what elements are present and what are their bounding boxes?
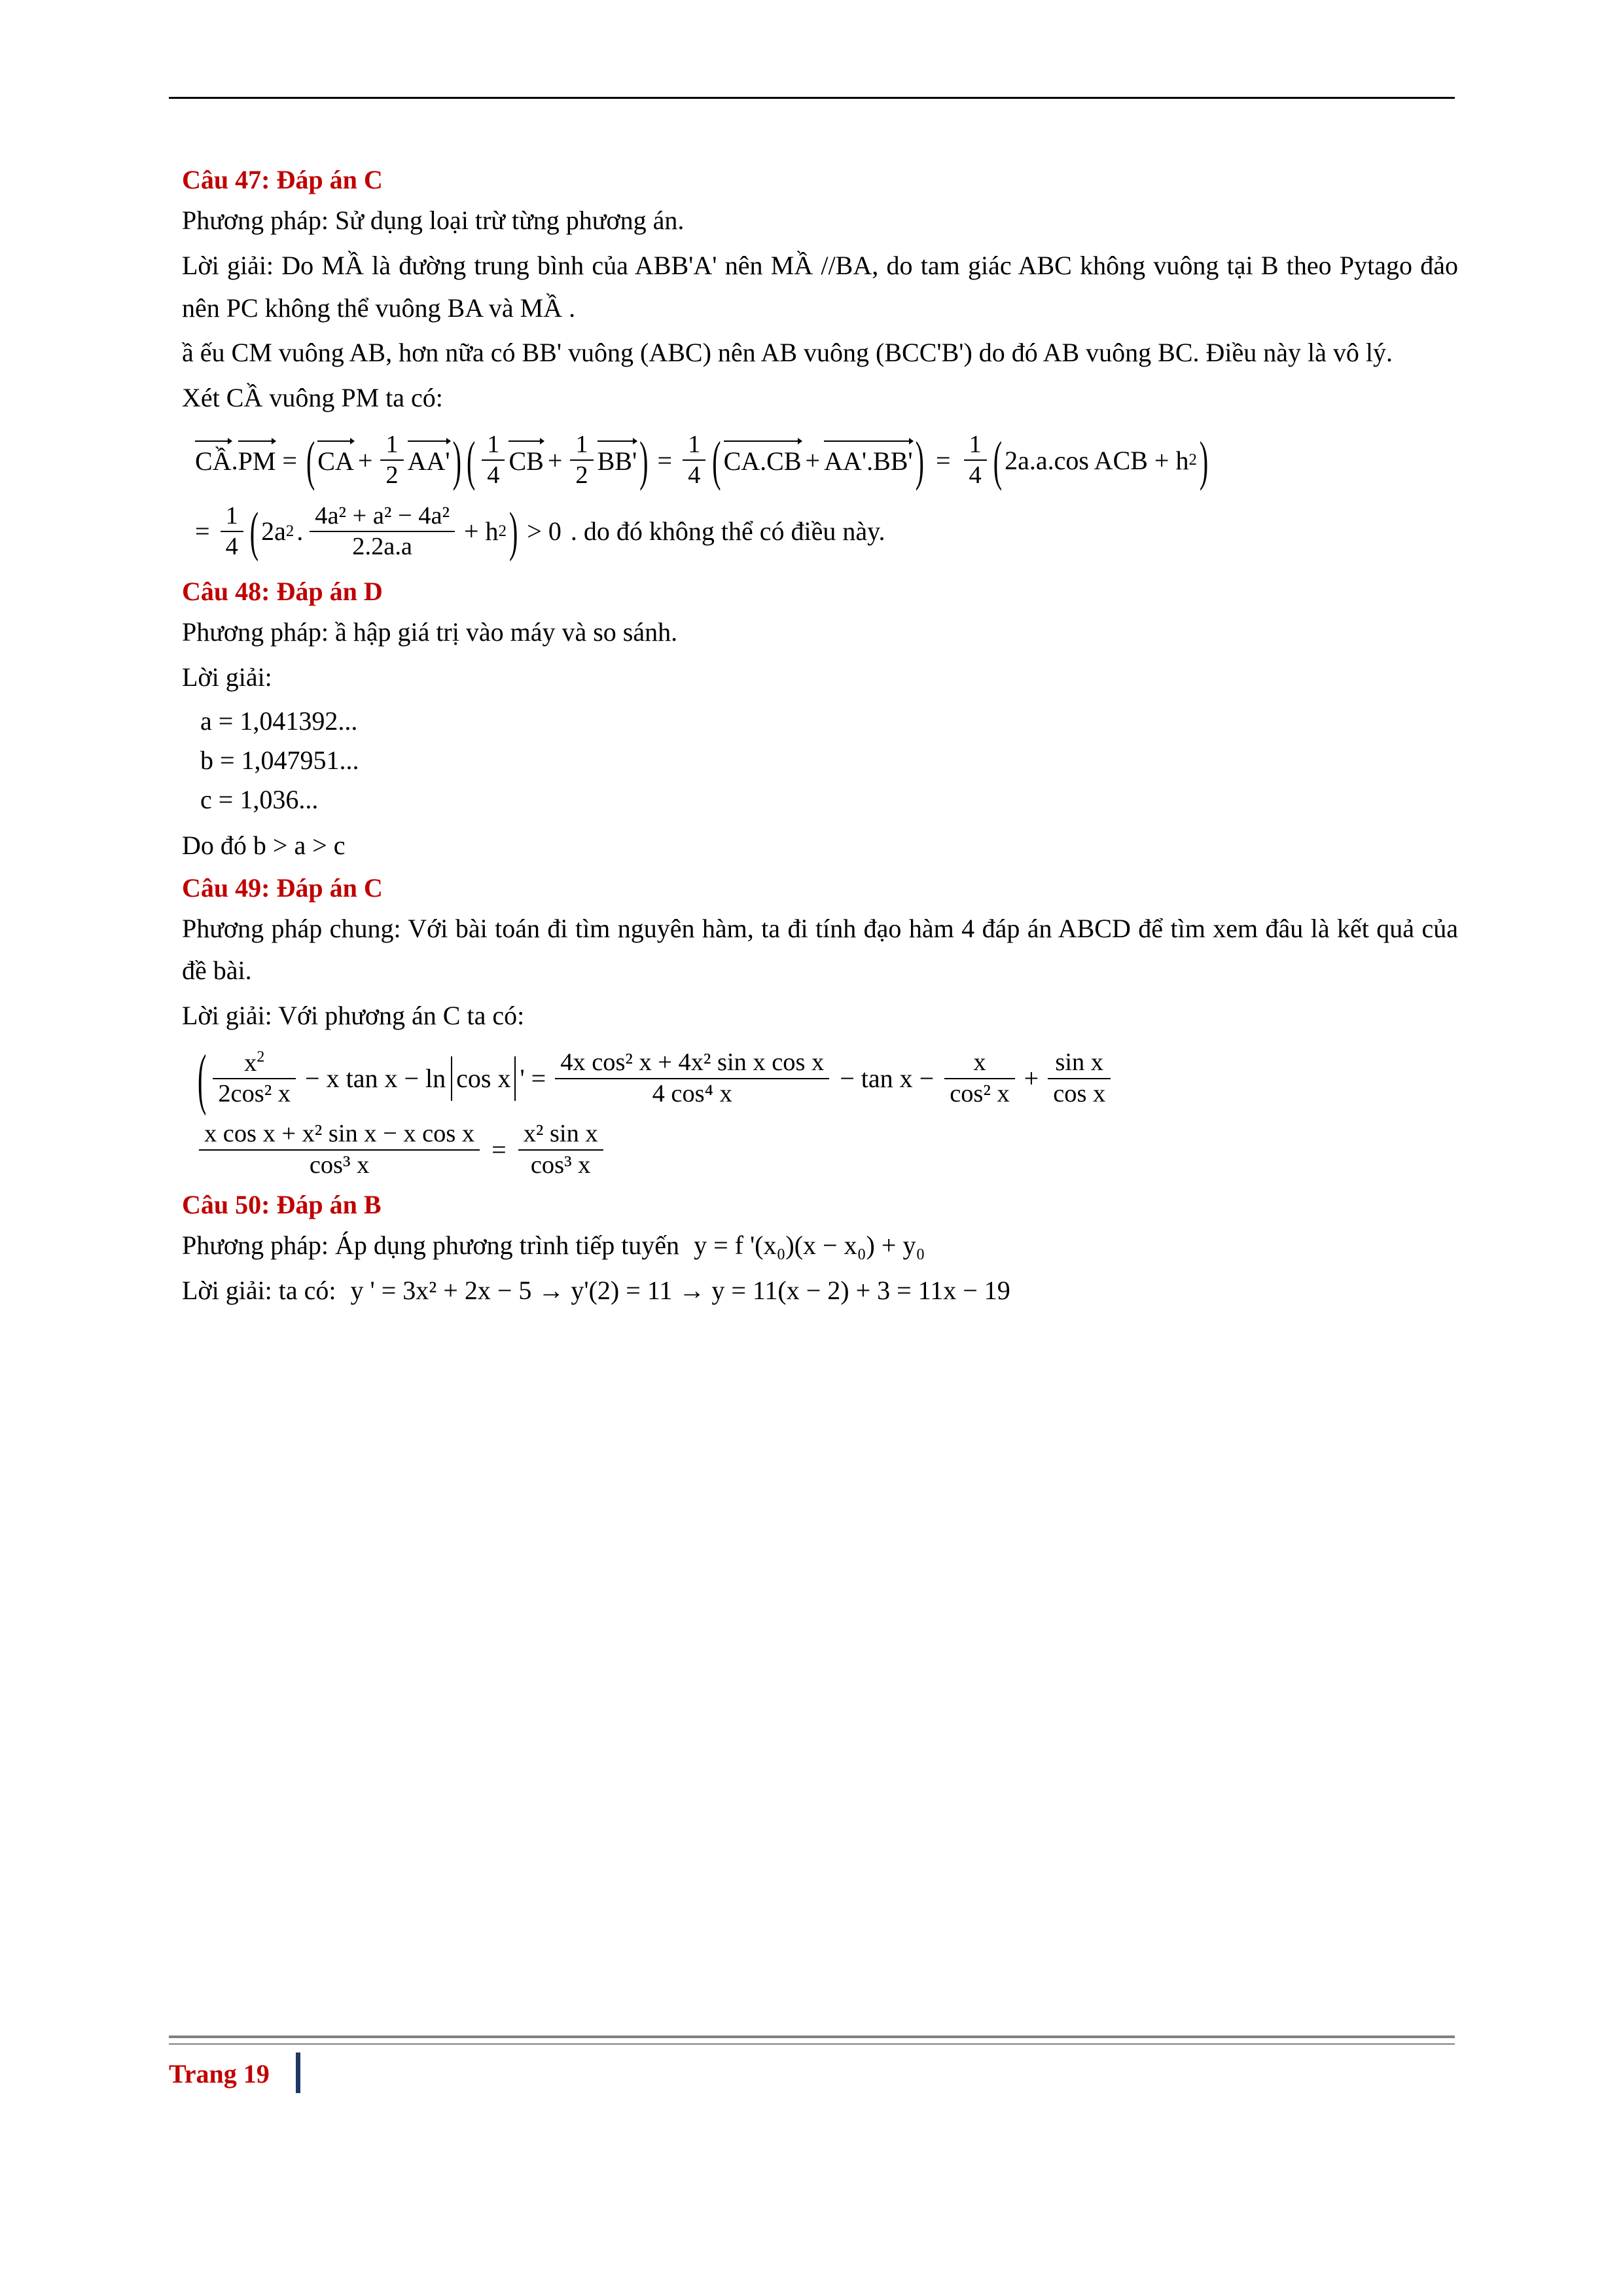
math-token: 4 cos⁴ x: [652, 1079, 732, 1107]
math-token: $x^2$: [244, 1049, 265, 1077]
equation-47-tail: . do đó không thể có điều này.: [570, 516, 885, 547]
footer-divider-bottom: [169, 2043, 1455, 2045]
paren-close: ): [639, 429, 649, 492]
fraction-half: [570, 430, 593, 491]
paren-open: (: [306, 429, 315, 492]
question-heading-49: Câu 49: Đáp án C: [182, 872, 383, 903]
paren-open: (: [466, 429, 476, 492]
header-divider: [169, 97, 1455, 99]
math-token: 2cos² x: [218, 1080, 291, 1108]
math-token: AA'.BB': [824, 446, 913, 476]
math-token: 2a.a.cos ACB + h: [1005, 445, 1189, 475]
math-token: +: [1024, 1064, 1039, 1094]
solution-lead-49: Lời giải: Với phương án C ta có:: [182, 1001, 525, 1031]
math-token: BB': [597, 446, 637, 476]
math-token: CA: [317, 446, 354, 476]
math-token: 1: [487, 430, 500, 458]
math-token: x cos x + x² sin x − x cos x: [204, 1120, 475, 1148]
math-token: 2.2a.a: [352, 532, 412, 560]
fraction-quarter: [964, 430, 987, 491]
paren-close: ): [452, 429, 461, 492]
paren-open: (: [249, 500, 259, 563]
fraction-quarter: [683, 430, 705, 491]
math-token: =: [195, 516, 210, 547]
fraction-derivative-numerator: [555, 1048, 829, 1109]
math-token: 2a: [261, 516, 286, 547]
solution-text-47: Lời giải: Do MẦ là đường trung bình của ABB'A' nên MẦ //BA, do tam giác ABC không vuông tại B theo Pytago đảo nên PC không thể vuông BA và MẦ .: [182, 250, 1458, 323]
math-token: ' =: [520, 1064, 546, 1094]
solution-lead-48: Lời giải:: [182, 662, 272, 692]
fraction-result-right: [518, 1119, 603, 1180]
equation-47-line2: = $\frac{1}{4}$ ( 2a 2 . $\frac{\text{4a² + a² − 4a²}}{2.2a.a}$ + h 2 ) > 0 . do đó không thể có điều này.: [195, 501, 1458, 562]
method-label-50: Phương pháp: Áp dụng phương trình tiếp tuyến: [182, 1230, 680, 1261]
solution-label-50: Lời giải: ta có:: [182, 1275, 336, 1305]
math-token: 4: [487, 461, 500, 490]
paren-close: ): [1199, 429, 1209, 492]
math-token: PM: [238, 446, 276, 476]
absolute-value: cos x: [451, 1056, 516, 1101]
question-heading-48: Câu 48: Đáp án D: [182, 577, 383, 607]
fraction-sinx-over-cosx: [1048, 1048, 1111, 1109]
math-token: 2: [385, 461, 399, 490]
math-token: +: [547, 445, 563, 475]
value-c-48: c = 1,036...: [200, 784, 319, 814]
math-token: =: [657, 445, 673, 475]
math-token: > 0: [527, 516, 562, 547]
footer-accent-bar: [296, 2053, 300, 2093]
math-exponent: 2: [1188, 451, 1197, 469]
equation-49-line1: [195, 1040, 1458, 1117]
math-token: 4: [969, 461, 982, 490]
paren-close: ): [915, 429, 924, 492]
fraction-quarter: [221, 501, 243, 562]
math-token: 2: [575, 461, 588, 490]
question-heading-50: Câu 50: Đáp án B: [182, 1190, 382, 1220]
solution-formula-50: y ' = 3x² + 2x − 5 → y'(2) = 11 → y = 11(x − 2) + 3 = 11x − 19: [350, 1275, 1010, 1305]
math-token: cos³ x: [530, 1151, 591, 1179]
equation-47-line1: [195, 430, 1458, 491]
paren-open: (: [198, 1040, 207, 1117]
fraction-result-left: [199, 1119, 480, 1180]
fraction-half: [380, 430, 403, 491]
math-token: 4: [225, 532, 238, 560]
value-b-48: b = 1,047951...: [200, 745, 359, 775]
conclusion-48: Do đó b > a > c: [182, 830, 346, 860]
paren-open: (: [712, 429, 721, 492]
fraction-quarter: [482, 430, 505, 491]
value-a-48: a = 1,041392...: [200, 706, 358, 736]
solution-lead-47: Xét CẦ vuông PM ta có:: [182, 383, 443, 413]
math-token: CẦ: [195, 446, 232, 476]
math-token: =: [491, 1135, 507, 1165]
math-token: 4a² + a² − 4a²: [315, 501, 450, 529]
solution-text-50: [182, 1270, 1458, 1312]
math-token: CB: [508, 446, 544, 476]
math-token: 1: [225, 501, 238, 529]
method-text-47: Phương pháp: Sử dụng loại trừ từng phương án.: [182, 206, 685, 235]
math-token: .: [231, 445, 238, 475]
math-token: − x tan x − ln: [305, 1064, 446, 1094]
math-token: 4x cos² x + 4x² sin x cos x: [560, 1049, 825, 1077]
fraction-x-over-cos2x: [944, 1048, 1014, 1109]
math-token: AA': [407, 446, 450, 476]
method-text-48: Phương pháp: ầ hập giá trị vào máy và so sánh.: [182, 617, 678, 647]
fraction-x2-over-2cos2x: [213, 1048, 296, 1109]
solution-note-47: ầ ếu CM vuông AB, hơn nữa có BB' vuông (ABC) nên AB vuông (BCC'B') do đó AB vuông BC. Điều này là vô lý.: [182, 338, 1393, 368]
footer-page-number: 19: [243, 2059, 270, 2089]
math-exponent: 2: [285, 522, 294, 540]
math-token: =: [282, 445, 297, 475]
paren-close: ): [508, 500, 518, 563]
math-token: 1: [969, 430, 982, 458]
document-body: [169, 167, 1458, 1315]
math-token: 1: [385, 430, 399, 458]
fraction-inner-47: [310, 501, 455, 562]
math-token: cos x: [1053, 1079, 1106, 1107]
method-text-50: [182, 1225, 1458, 1267]
math-token: 1: [688, 430, 701, 458]
equation-49-line2: [195, 1119, 1458, 1180]
math-token: x: [973, 1049, 986, 1077]
math-token: +: [357, 445, 373, 475]
math-token: 1: [575, 430, 588, 458]
footer-divider-top: [169, 2036, 1455, 2038]
math-token: 4: [688, 461, 701, 490]
question-heading-47: Câu 47: Đáp án C: [182, 165, 383, 194]
math-token: sin x: [1055, 1049, 1104, 1077]
math-token: cos³ x: [309, 1151, 370, 1179]
tangent-formula-50: y = f '(x₀)(x − x₀) + y₀: [694, 1230, 925, 1261]
math-token: x² sin x: [523, 1120, 598, 1148]
math-token: cos² x: [950, 1079, 1010, 1107]
math-token: CA.CB: [723, 446, 802, 476]
page-footer: [169, 2058, 496, 2089]
math-exponent: 2: [498, 522, 507, 540]
math-token: =: [935, 445, 951, 475]
paren-open: (: [993, 429, 1003, 492]
method-text-49: Phương pháp chung: Với bài toán đi tìm nguyên hàm, ta đi tính đạo hàm 4 đáp án ABCD để tìm xem đâu là kết quả của đề bài.: [182, 913, 1458, 986]
math-token: + h: [464, 516, 499, 547]
math-token: − tan x −: [840, 1064, 935, 1094]
math-token: +: [805, 445, 821, 475]
footer-label: Trang: [169, 2059, 237, 2089]
